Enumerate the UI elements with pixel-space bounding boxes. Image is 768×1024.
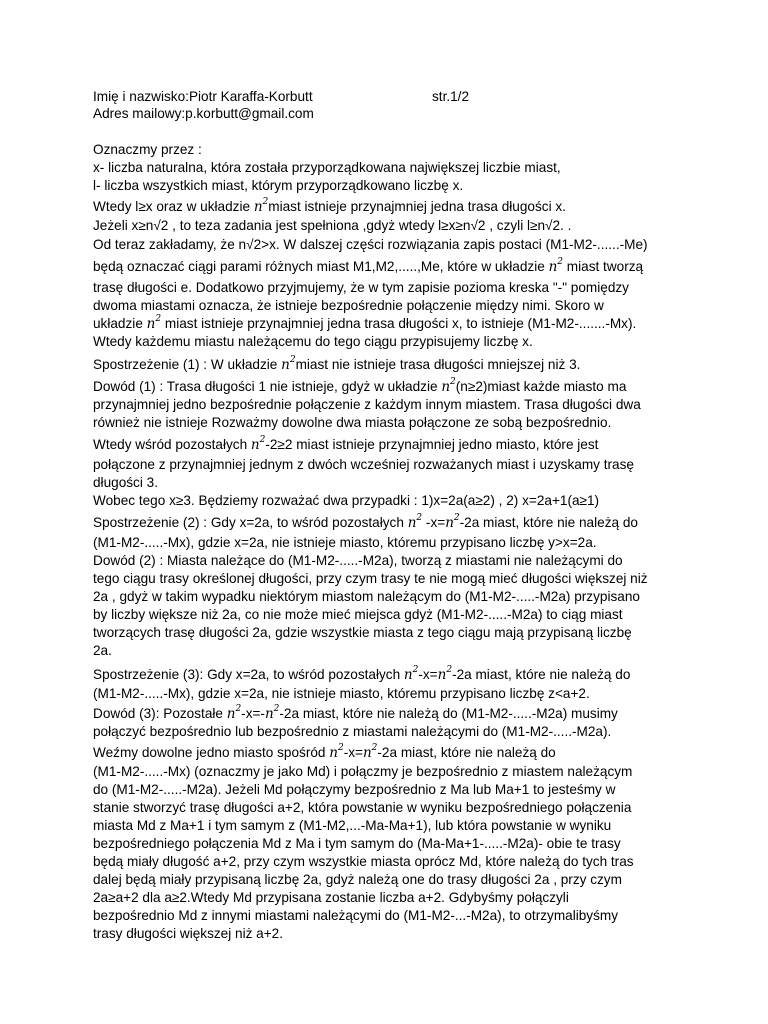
n-squared-symbol: $n^2$ — [548, 256, 564, 275]
text-line: dalej będą miały przypisaną liczbę 2a, gdyż należą one do trasy długości 2a , przy czym — [93, 872, 622, 887]
text-line: 2a≥a+2 dla a≥2.Wtedy Md przypisana zostanie liczba a+2. Gdybyśmy połączyli — [93, 890, 569, 905]
text-line: Weźmy dowolne jedno miasto spośród $n^2-x=n^2-2a$ miast, które nie należą do — [93, 742, 556, 761]
text-line: również nie istnieje Rozważmy dowolne dwa miasta połączone ze sobą bezpośrednio. — [93, 415, 612, 430]
text-line: będą oznaczać ciągi parami różnych miast M1,M2,.....,Me, które w układzie $n^2$ miast tworzą — [93, 256, 644, 275]
text-line: stanie stworzyć trasę długości a+2, która powstanie w wyniku bezpośredniego połączenia — [93, 800, 632, 815]
text-line: będą miały długość a+2, przy czym wszystkie miasta oprócz Md, które należą do tych tras — [93, 854, 634, 869]
n-squared-symbol: $n^2$ — [441, 376, 456, 395]
text-line: (M1-M2-.....-Mx), gdzie x=2a, nie istnieje miasto, któremu przypisano liczbę y>x=2a. — [93, 535, 597, 550]
text-line: l- liczba wszystkich miast, którym przyporządkowano liczbę x. — [93, 178, 464, 193]
n-squared-symbol: $n^2$ — [407, 512, 423, 531]
text-line: 2a. — [93, 643, 112, 658]
text-line: Spostrzeżenie (3): Gdy x=2a, to wśród pozostałych $n^2-x=n^2-2a$ miast, które nie należą do — [93, 664, 631, 683]
n-squared-symbol: $n^2$ — [226, 703, 242, 722]
text-line: bezpośrednio Md z innymi miastami należącymi do (M1-M2-...-M2a), to otrzymalibyśmy — [93, 908, 619, 923]
n-squared-symbol: $n^2$ — [146, 313, 162, 332]
text-line: trasy długości większej niż a+2. — [93, 926, 284, 941]
n-squared-symbol: $n^2$ — [250, 434, 266, 453]
text-line: by liczby większe niż 2a, co nie może mieć miejsca gdyż (M1-M2-.....-M2a) to ciąg miast — [93, 607, 623, 622]
author-name-line: Imię i nazwisko:Piotr Karaffa-Korbutt — [93, 89, 313, 104]
text-line: Od teraz zakładamy, że n√2>x. W dalszej części rozwiązania zapis postaci (M1-M2-......-Me) — [93, 237, 648, 252]
n-squared-symbol: $n^2$ — [437, 664, 453, 683]
text-line: Dowód (1) : Trasa długości 1 nie istnieje, gdyż w układzie $n^2(n\ge 2)miast$ każde miasto ma — [93, 376, 627, 395]
n-squared-symbol: $n^2$ — [329, 742, 344, 761]
text-line: 2a , gdyż w takim wypadku niektórym miastom należącym do (M1-M2-.....-M2a) przypisano — [93, 589, 640, 604]
text-line: Spostrzeżenie (2) : Gdy x=2a, to wśród pozostałych $n^2$ $-x=n^2-2a$ miast, które nie należą do — [93, 512, 638, 531]
text-line: miasta Md z Ma+1 i tym samym z (M1-M2,...-Ma-Ma+1), lub która powstanie w wyniku — [93, 818, 612, 833]
n-squared-symbol: $n^2$ — [264, 703, 280, 722]
text-line: Wtedy wśród pozostałych $n^2-2\ge 2$ miast istnieje przynajmniej jedno miasto, które jest — [93, 434, 599, 453]
text-line: tworzących trasę długości 2a, gdzie wszystkie miasta z tego ciągu mają przypisaną liczbę — [93, 625, 632, 640]
text-line: układzie $n^2$ miast istnieje przynajmniej jedna trasa długości x, to istnieje (M1-M2-.......-Mx). — [93, 313, 637, 332]
text-line: Wtedy każdemu miastu należącemu do tego ciągu przypisujemy liczbę x. — [93, 334, 533, 349]
author-email-line: Adres mailowy:p.korbutt@gmail.com — [93, 106, 314, 121]
n-squared-symbol: $n^2$ — [445, 512, 460, 531]
text-line: (M1-M2-.....-Mx) (oznaczmy je jako Md) i połączmy je bezpośrednio z miastem należącym — [93, 764, 633, 779]
text-line: połączone z przynajmniej jednym z dwóch wcześniej rozważanych miast i uzyskamy trasę — [93, 457, 634, 472]
text-line: (M1-M2-.....-Mx), gdzie x=2a, nie istnieje miasto, któremu przypisano liczbę z<a+2. — [93, 686, 590, 701]
text-line: Dowód (3): Pozostałe $n^2-x=-n^2-2a$ miast, które nie należą do (M1-M2-.....-M2a) musimy — [93, 703, 618, 722]
n-squared-symbol: $n^2$ — [253, 196, 269, 215]
page-number: str.1/2 — [432, 89, 470, 104]
text-line: Wtedy l≥x oraz w układzie $n^2miast$ istnieje przynajmniej jedna trasa długości x. — [93, 196, 566, 215]
text-line: Spostrzeżenie (1) : W układzie $n^2miast$ nie istnieje trasa długości mniejszej niż 3. — [93, 354, 581, 373]
text-line: Jeżeli x≥n√2 , to teza zadania jest spełniona ,gdyż wtedy l≥x≥n√2 , czyli l≥n√2. . — [93, 218, 572, 233]
text-line: trasę długości e. Dodatkowo przyjmujemy, że w tym zapisie pozioma kreska "-" pomiędzy — [93, 280, 629, 295]
text-line: bezpośredniego połączenia Md z Ma i tym samym do (Ma-Ma+1-.....-M2a)- obie te trasy — [93, 836, 621, 851]
text-line: długości 3. — [93, 475, 158, 490]
text-line: dwoma miastami oznacza, że istnieje bezpośrednie połączenie między nimi. Skoro w — [93, 298, 604, 313]
text-line: tego ciągu trasy określonej długości, przy czym trasy te nie mogą mieć długości większej niż — [93, 571, 648, 586]
text-line: Dowód (2) : Miasta należące do (M1-M2-.....-M2a), tworzą z miastami nie należącymi do — [93, 553, 623, 568]
text-line: x- liczba naturalna, która została przyporządkowana największej liczbie miast, — [93, 160, 561, 175]
text-line: do (M1-M2-.....-M2a). Jeżeli Md połączymy bezpośrednio z Ma lub Ma+1 to jesteśmy w — [93, 782, 616, 797]
n-squared-symbol: $n^2$ — [403, 664, 419, 683]
text-line: połączyć bezpośrednio lub bezpośrednio z miastami należącymi do (M1-M2-.....-M2a). — [93, 724, 612, 739]
text-line: Oznaczmy przez : — [93, 142, 202, 157]
text-line: Wobec tego x≥3. Będziemy rozważać dwa przypadki : 1)x=2a(a≥2) , 2) x=2a+1(a≥1) — [93, 493, 600, 508]
n-squared-symbol: $n^2$ — [281, 354, 296, 373]
n-squared-symbol: $n^2$ — [362, 742, 378, 761]
text-line: przynajmniej jedno bezpośrednie połączenie z każdym innym miastem. Trasa długości dwa — [93, 397, 641, 412]
